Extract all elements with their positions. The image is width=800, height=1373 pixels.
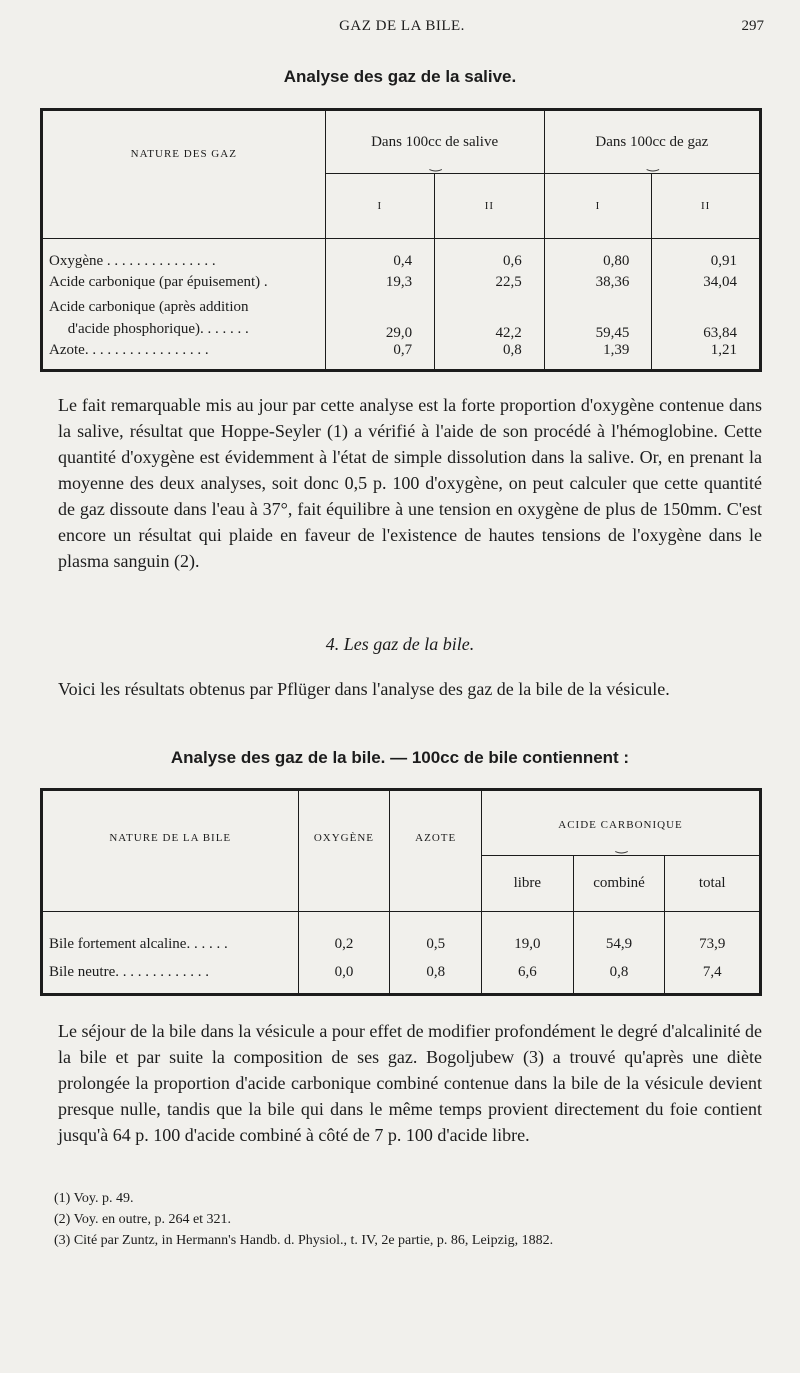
cell-value: 0,7: [325, 342, 435, 370]
cell-value: 63,84: [703, 325, 737, 342]
cell-value: 1,39: [544, 342, 652, 370]
cell-value: 19,3: [325, 271, 435, 295]
table-row: Azote. . . . . . . . . . . . . . . . . 0,7 0,8 1,39 1,21: [42, 342, 761, 370]
cell-value: 29,0: [325, 295, 435, 343]
table-row: Acide carbonique (par épuisement) . 19,3 22,5 38,36 34,04: [42, 271, 761, 295]
table2-subcol-combine: combiné: [573, 855, 665, 911]
table2-caption: Analyse des gaz de la bile. — 100cc de bile contiennent :: [170, 748, 630, 767]
row-label: Acide carbonique (après addition: [49, 299, 249, 316]
table2-col-nature: NATURE DE LA BILE: [42, 790, 299, 856]
paragraph-vesicle: [58, 1018, 762, 1148]
table1-row-header: NATURE DES GAZ: [42, 110, 326, 174]
table1-subcol-4: II: [701, 200, 711, 213]
running-head: [40, 18, 764, 40]
paragraph-text: Voici les résultats obtenus par Pflüger dans l'analyse des gaz de la bile de la vésicule.: [58, 679, 670, 699]
paragraph-saliva-analysis: [58, 392, 762, 574]
table1-col-group-gas: Dans 100cc de gaz: [595, 133, 709, 150]
footnote: (3) Cité par Zuntz, in Hermann's Handb. d. Physiol., t. IV, 2e partie, p. 86, Leipzig, 1882.: [54, 1233, 554, 1248]
cell-value: 0,8: [573, 953, 665, 995]
table2-col-group: ACIDE CARBONIQUE: [558, 819, 683, 832]
table1-brace-1: ‿: [325, 155, 544, 174]
cell-value: 22,5: [435, 271, 545, 295]
cell-value: 0,0: [298, 953, 390, 995]
cell-value: 0,4: [325, 239, 435, 271]
running-title: GAZ DE LA BILE.: [339, 18, 465, 34]
cell-value: 34,04: [703, 274, 737, 291]
footnote: (2) Voy. en outre, p. 264 et 321.: [54, 1212, 232, 1227]
cell-value: 54,9: [573, 911, 665, 953]
cell-value: 0,8: [435, 342, 545, 370]
table1-col-group-saliva: Dans 100cc de salive: [325, 110, 544, 155]
cell-value: 0,91: [710, 252, 737, 269]
section-title: 4. Les gaz de la bile.: [325, 634, 475, 654]
cell-value: 7,4: [702, 964, 722, 981]
table1-caption: Analyse des gaz de la salive.: [283, 67, 517, 86]
cell-value: 59,45: [544, 295, 652, 343]
cell-value: 0,8: [390, 953, 482, 995]
row-label: Bile neutre: [49, 964, 116, 981]
bile-gas-table: [40, 788, 762, 996]
table1-brace-2: ‿: [544, 155, 760, 174]
table1-subcol-3: I: [544, 174, 652, 239]
table2-subcol-total: total: [698, 874, 726, 891]
cell-value: 0,80: [544, 239, 652, 271]
cell-value: 6,6: [482, 953, 574, 995]
paragraph-text: Le fait remarquable mis au jour par cette analyse est la forte proportion d'oxygène contenue dans la salive, résultat que Hoppe-Seyler (1) a vérifié à l'aide de son procédé à l'hémoglobine. Cette quantité d'oxygène est évidemment à l'état de simple dissolution dans la salive. Or, en prenant la moyenne des deux analyses, soit donc 0,5 p. 100 d'oxygène, on peut calculer que cette quantité de gaz dissoute dans l'eau à 37°, fait équilibre à une tension en oxygène de plus de 150mm. C'est encore un résultat qui plaide en faveur de l'existence de hautes tensions de l'oxygène dans le plasma sanguin (2).: [58, 395, 762, 571]
saliva-gas-table: [40, 108, 762, 372]
cell-value: 0,5: [390, 911, 482, 953]
table2-col-oxygene: OXYGÈNE: [298, 790, 390, 856]
cell-value: 1,21: [710, 342, 737, 359]
cell-value: 42,2: [435, 295, 545, 343]
cell-value: 19,0: [482, 911, 574, 953]
paragraph-text: Le séjour de la bile dans la vésicule a pour effet de modifier profondément le degré d'alcalinité de la bile et par suite la composition de ses gaz. Bogoljubew (3) a trouvé qu'après une diète prolongée la proportion d'acide carbonique combiné contenue dans la bile de la vésicule devient presque nulle, tandis que la bile qui dans le même temps provient directement du foie contient jusqu'à 64 p. 100 d'acide combiné à côté de 7 p. 100 d'acide libre.: [58, 1021, 762, 1145]
table2-subcol-libre: libre: [482, 855, 574, 911]
table-row: Oxygène . . . . . . . . . . . . . . . 0,4 0,6 0,80 0,91: [42, 239, 761, 271]
row-label-continued: d'acide phosphorique): [67, 321, 200, 338]
page-number: 297: [741, 18, 764, 34]
table1-subcol-2: II: [435, 174, 545, 239]
footnotes: [54, 1188, 762, 1251]
cell-value: 0,2: [298, 911, 390, 953]
cell-value: 38,36: [544, 271, 652, 295]
paragraph-pfluger: [58, 676, 762, 702]
table2-brace: ‿: [482, 837, 761, 855]
table-row: Bile neutre. . . . . . . . . . . . . 0,0 0,8 6,6 0,8 7,4: [42, 953, 761, 995]
row-label: Azote: [49, 342, 85, 359]
row-label: Acide carbonique (par épuisement): [49, 274, 261, 291]
table-row: Acide carbonique (après addition d'acide phosphorique). . . . . . . 29,0 42,2 59,45 63,84: [42, 295, 761, 343]
table1-subhead-empty: [42, 174, 326, 239]
cell-value: 0,6: [435, 239, 545, 271]
table1-subcol-1: I: [325, 174, 435, 239]
footnote: (1) Voy. p. 49.: [54, 1191, 134, 1206]
row-label: Bile fortement alcaline: [49, 935, 187, 952]
row-label: Oxygène: [49, 252, 104, 269]
table2-col-azote: AZOTE: [390, 790, 482, 856]
cell-value: 73,9: [699, 935, 726, 952]
table-row: Bile fortement alcaline. . . . . . 0,2 0,5 19,0 54,9 73,9: [42, 911, 761, 953]
